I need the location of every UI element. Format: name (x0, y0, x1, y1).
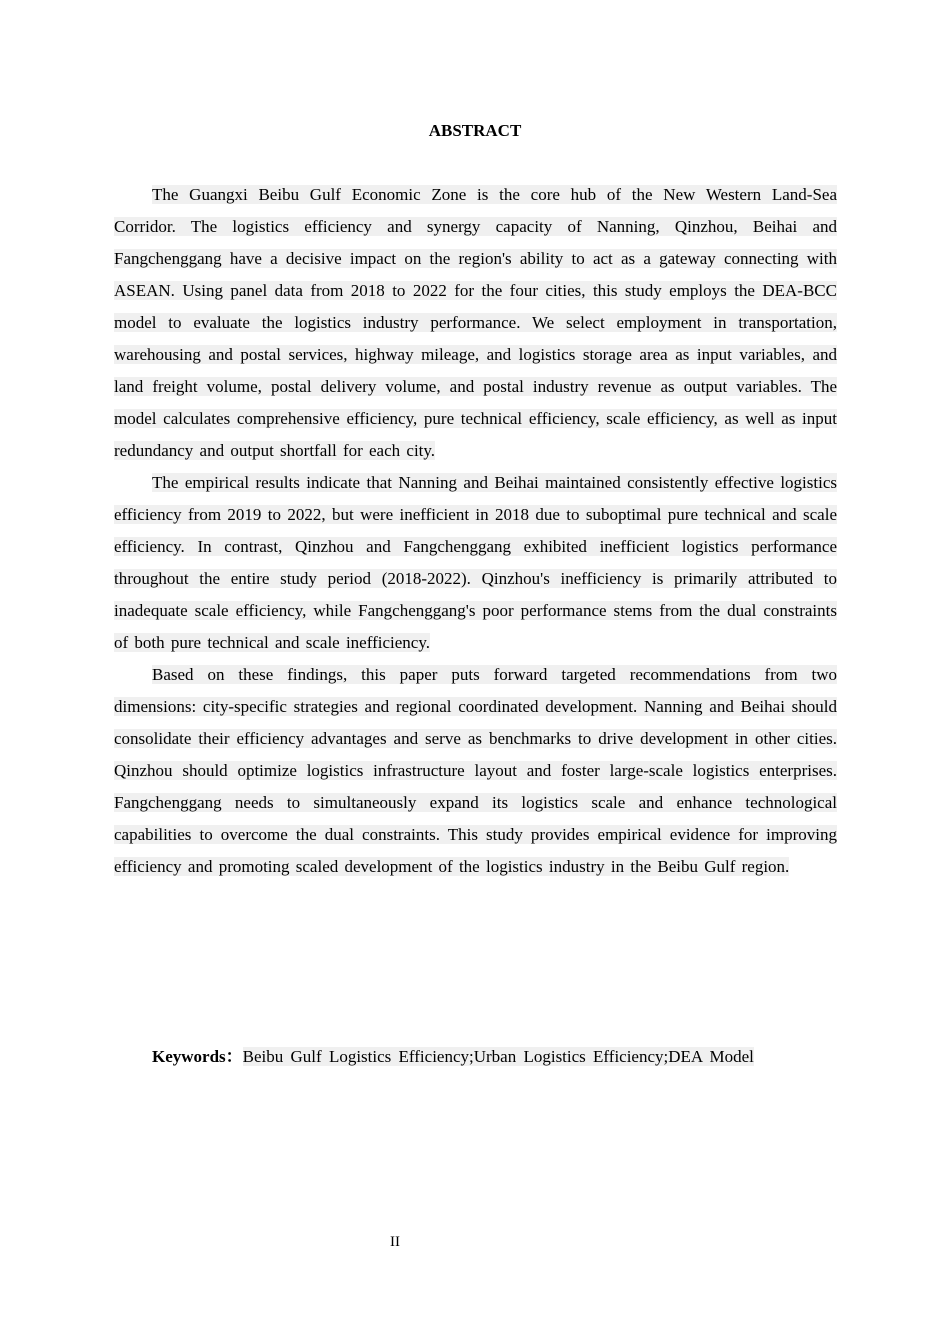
abstract-paragraph-2 (114, 467, 837, 659)
abstract-paragraph-1 (114, 179, 837, 467)
keywords-text: Beibu Gulf Logistics Efficiency;Urban Logistics Efficiency;DEA Model (242, 1047, 754, 1066)
abstract-title: ABSTRACT (428, 121, 522, 140)
paragraph-2-text: The empirical results indicate that Nanning and Beihai maintained consistently effective logistics efficiency from 2019 to 2022, but were inefficient in 2018 due to suboptimal pure technical and scale efficiency. In contrast, Qinzhou and Fangchenggang exhibited inefficient logistics performance throughout the entire study period (2018-2022). Qinzhou's inefficiency is primarily attributed to inadequate scale efficiency, while Fangchenggang's poor performance stems from the dual constraints of both pure technical and scale inefficiency. (114, 473, 837, 652)
keywords-line (114, 1041, 837, 1073)
paragraph-3-text: Based on these findings, this paper puts forward targeted recommendations from two dimensions: city-specific strategies and regional coordinated development. Nanning and Beihai should consolidate their efficiency advantages and serve as benchmarks to drive development in other cities. Qinzhou should optimize logistics infrastructure layout and foster large-scale logistics enterprises. Fangchenggang needs to simultaneously expand its logistics scale and enhance technological capabilities to overcome the dual constraints. This study provides empirical evidence for improving efficiency and promoting scaled development of the logistics industry in the Beibu Gulf region. (114, 665, 837, 876)
abstract-paragraph-3 (114, 659, 837, 883)
page-number: II (390, 1234, 400, 1250)
paragraph-1-text: The Guangxi Beibu Gulf Economic Zone is the core hub of the New Western Land-Sea Corridor. The logistics efficiency and synergy capacity of Nanning, Qinzhou, Beihai and Fangchenggang have a decisive impact on the region's ability to act as a gateway connecting with ASEAN. Using panel data from 2018 to 2022 for the four cities, this study employs the DEA-BCC model to evaluate the logistics industry performance. We select employment in transportation, warehousing and postal services, highway mileage, and logistics storage area as input variables, and land freight volume, postal delivery volume, and postal industry revenue as output variables. The model calculates comprehensive efficiency, pure technical efficiency, scale efficiency, as well as input redundancy and output shortfall for each city. (114, 185, 837, 460)
abstract-body (114, 179, 837, 883)
keywords-label: Keywords： (152, 1047, 243, 1066)
